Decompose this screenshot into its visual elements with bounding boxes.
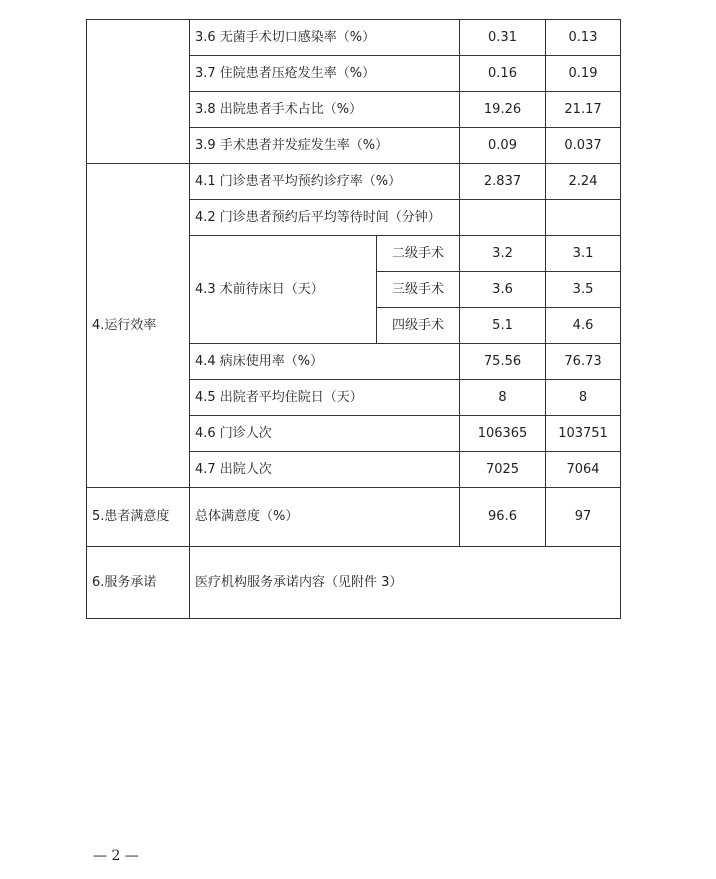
- value-col1: 106365: [460, 416, 546, 452]
- sub-label: 三级手术: [377, 272, 460, 308]
- row-label: 4.2 门诊患者预约后平均等待时间（分钟）: [190, 200, 460, 236]
- table-row: [87, 488, 621, 547]
- value-col2: 3.1: [546, 236, 621, 272]
- value-col1: 75.56: [460, 344, 546, 380]
- category-3-cell: [87, 20, 190, 164]
- row-label: 4.7 出院人次: [190, 452, 460, 488]
- table-row: [87, 20, 621, 56]
- value-col1: 0.09: [460, 128, 546, 164]
- value-col1: 0.31: [460, 20, 546, 56]
- row-label: 4.5 出院者平均住院日（天）: [190, 380, 460, 416]
- table-row: [87, 164, 621, 200]
- value-col1: 3.2: [460, 236, 546, 272]
- sub-label: 四级手术: [377, 308, 460, 344]
- row-label: 4.4 病床使用率（%）: [190, 344, 460, 380]
- value-col2: 4.6: [546, 308, 621, 344]
- value-col1: 2.837: [460, 164, 546, 200]
- category-label: 4.运行效率: [87, 164, 190, 488]
- row-label: 4.3 术前待床日（天）: [190, 236, 377, 344]
- value-col2: 2.24: [546, 164, 621, 200]
- value-col1: 96.6: [460, 488, 546, 547]
- value-col1: 5.1: [460, 308, 546, 344]
- value-col2: [546, 200, 621, 236]
- sub-label: 二级手术: [377, 236, 460, 272]
- value-col1: 0.16: [460, 56, 546, 92]
- value-col2: 103751: [546, 416, 621, 452]
- indicator-table: [86, 19, 621, 619]
- value-col2: 3.5: [546, 272, 621, 308]
- value-col2: 0.13: [546, 20, 621, 56]
- value-col2: 21.17: [546, 92, 621, 128]
- row-label: 总体满意度（%）: [190, 488, 460, 547]
- value-col1: 19.26: [460, 92, 546, 128]
- value-col1: [460, 200, 546, 236]
- value-col2: 8: [546, 380, 621, 416]
- category-label: 5.患者满意度: [87, 488, 190, 547]
- value-col2: 7064: [546, 452, 621, 488]
- table-row: [87, 547, 621, 619]
- value-col2: 0.19: [546, 56, 621, 92]
- row-label: 3.9 手术患者并发症发生率（%）: [190, 128, 460, 164]
- row-label: 3.8 出院患者手术占比（%）: [190, 92, 460, 128]
- value-col1: 8: [460, 380, 546, 416]
- value-col2: 97: [546, 488, 621, 547]
- value-col1: 3.6: [460, 272, 546, 308]
- row-label: 4.1 门诊患者平均预约诊疗率（%）: [190, 164, 460, 200]
- value-col2: 0.037: [546, 128, 621, 164]
- value-col2: 76.73: [546, 344, 621, 380]
- row-label: 3.6 无菌手术切口感染率（%）: [190, 20, 460, 56]
- value-col1: 7025: [460, 452, 546, 488]
- category-label: 6.服务承诺: [87, 547, 190, 619]
- page-number: — 2 —: [93, 848, 139, 864]
- row-label: 3.7 住院患者压疮发生率（%）: [190, 56, 460, 92]
- row-label: 4.6 门诊人次: [190, 416, 460, 452]
- row-label: 医疗机构服务承诺内容（见附件 3）: [190, 547, 621, 619]
